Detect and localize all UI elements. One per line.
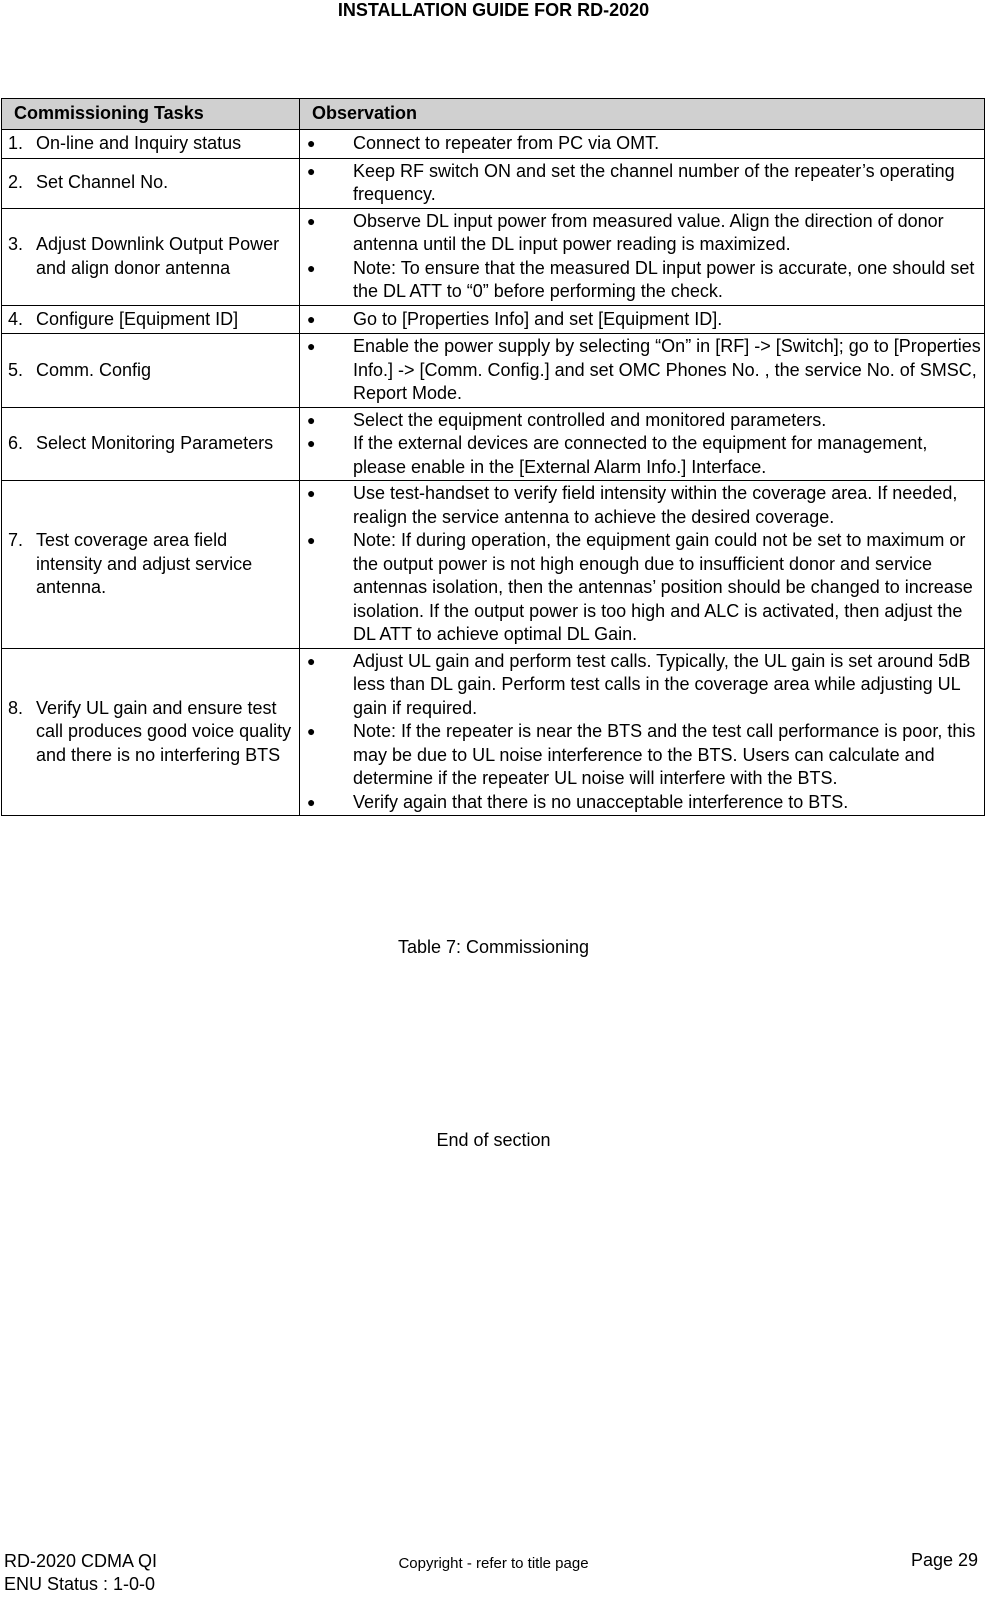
- bullet-icon: ●: [307, 162, 316, 179]
- observation-item: [300, 210, 984, 257]
- task-label: Verify UL gain and ensure test call produces good voice quality and there is no interfering BTS: [36, 697, 292, 765]
- bullet-icon: ●: [307, 411, 316, 428]
- bullet-icon: ●: [307, 338, 316, 354]
- bullet-icon: ●: [307, 652, 316, 669]
- task-label: Test coverage area field intensity and adjust service antenna.: [36, 530, 253, 597]
- table-row: [2, 158, 985, 208]
- observation-item: [300, 791, 984, 815]
- table-row: [2, 130, 985, 159]
- task-cell: [2, 334, 300, 408]
- observation-text: Use test-handset to verify field intensity within the coverage area. If needed, realign the service antenna to achieve the desired coverage.: [353, 483, 958, 527]
- task-cell: [2, 158, 300, 208]
- observation-text: Note: If the repeater is near the BTS and the test call performance is poor, this may be due to UL noise interference to the BTS. Users can calculate and determine if the repeater UL noise will interfere with the BTS.: [353, 721, 976, 788]
- observation-text: Connect to repeater from PC via OMT.: [353, 133, 660, 153]
- observation-cell: [300, 158, 985, 208]
- observation-item: [300, 257, 984, 304]
- observation-cell: [300, 648, 985, 816]
- observation-text: Select the equipment controlled and monitored parameters.: [353, 409, 827, 430]
- observation-item: [300, 650, 984, 721]
- observation-text: If the external devices are connected to the equipment for management, please enable in the [External Alarm Info.] Interface.: [353, 433, 928, 477]
- observation-item: [300, 160, 984, 207]
- task-number: 6.: [8, 433, 24, 453]
- table-row: [2, 648, 985, 816]
- footer-doc-name: RD-2020 CDMA QI: [4, 1551, 158, 1571]
- column-header-observation: Observation: [300, 99, 985, 130]
- task-number: 4.: [8, 308, 24, 329]
- task-cell: [2, 208, 300, 305]
- task-label: On-line and Inquiry status: [36, 133, 242, 153]
- observation-text: Note: To ensure that the measured DL input power is accurate, one should set the DL ATT to “0” before performing the check.: [353, 257, 975, 301]
- task-number: 8.: [8, 697, 24, 718]
- commissioning-table: [1, 98, 985, 816]
- bullet-icon: ●: [307, 259, 316, 276]
- task-cell: [2, 407, 300, 481]
- table-row: [2, 305, 985, 334]
- end-of-section: End of section: [436, 1130, 551, 1150]
- bullet-icon: ●: [307, 435, 316, 451]
- table-row: [2, 208, 985, 305]
- task-number: 3.: [8, 234, 24, 254]
- task-label: Configure [Equipment ID]: [36, 308, 239, 329]
- task-cell: [2, 481, 300, 649]
- task-cell: [2, 130, 300, 159]
- column-header-tasks: Commissioning Tasks: [2, 99, 300, 130]
- table-row: [2, 481, 985, 649]
- observation-text: Observe DL input power from measured value. Align the direction of donor antenna until the DL input power reading is maximized.: [353, 210, 944, 254]
- footer-copyright: Copyright - refer to title page: [398, 1555, 589, 1572]
- bullet-icon: ●: [307, 793, 316, 810]
- observation-item: [300, 335, 984, 406]
- bullet-icon: ●: [307, 310, 316, 327]
- bullet-icon: ●: [307, 212, 316, 229]
- observation-text: Adjust UL gain and perform test calls. Typically, the UL gain is set around 5dB less than DL gain. Perform test calls in the coverage area while adjusting UL gain if required.: [353, 650, 971, 718]
- task-label: Select Monitoring Parameters: [36, 433, 274, 453]
- task-label: Comm. Config: [36, 359, 152, 380]
- observation-text: Verify again that there is no unacceptable interference to BTS.: [353, 791, 849, 812]
- observation-item: [300, 482, 984, 529]
- task-number: 5.: [8, 359, 24, 380]
- observation-cell: [300, 305, 985, 334]
- table-caption: Table 7: Commissioning: [397, 937, 590, 957]
- bullet-icon: ●: [307, 532, 316, 548]
- observation-cell: [300, 208, 985, 305]
- observation-text: Go to [Properties Info] and set [Equipment ID].: [353, 308, 723, 329]
- table-header-row: [2, 99, 985, 130]
- bullet-icon: ●: [307, 723, 316, 739]
- table-row: [2, 407, 985, 481]
- bullet-icon: ●: [307, 485, 316, 501]
- bullet-icon: ●: [307, 135, 316, 151]
- observation-item: [300, 529, 984, 647]
- footer-status: ENU Status : 1-0-0: [4, 1574, 156, 1594]
- observation-item: [300, 308, 984, 332]
- observation-item: [300, 409, 984, 433]
- observation-item: [300, 720, 984, 791]
- observation-text: Keep RF switch ON and set the channel number of the repeater’s operating frequency.: [353, 160, 955, 204]
- observation-cell: [300, 481, 985, 649]
- task-number: 7.: [8, 530, 24, 550]
- observation-cell: [300, 407, 985, 481]
- observation-cell: [300, 334, 985, 408]
- task-cell: [2, 648, 300, 816]
- task-label: Adjust Downlink Output Power and align donor antenna: [36, 234, 280, 278]
- observation-text: Note: If during operation, the equipment gain could not be set to maximum or the output power is not high enough due to insufficient donor and service antennas isolation, then the antennas’ position should be changed to increase isolation. If the output power is too high and ALC is activated, then adjust the DL ATT to achieve optimal DL Gain.: [353, 530, 973, 644]
- task-number: 2.: [8, 172, 24, 193]
- table-body: [2, 130, 985, 816]
- task-cell: [2, 305, 300, 334]
- table-row: [2, 334, 985, 408]
- task-number: 1.: [8, 133, 24, 153]
- page-header: INSTALLATION GUIDE FOR RD-2020: [337, 0, 650, 20]
- observation-item: [300, 432, 984, 479]
- task-label: Set Channel No.: [36, 172, 169, 193]
- observation-item: [300, 132, 984, 156]
- footer-page-number: Page 29: [910, 1550, 978, 1570]
- observation-cell: [300, 130, 985, 159]
- observation-text: Enable the power supply by selecting “On” in [RF] -> [Switch]; go to [Properties Info.] -> [Comm. Config.] and set OMC Phones No. , the service No. of SMSC, Report Mode.: [353, 336, 981, 403]
